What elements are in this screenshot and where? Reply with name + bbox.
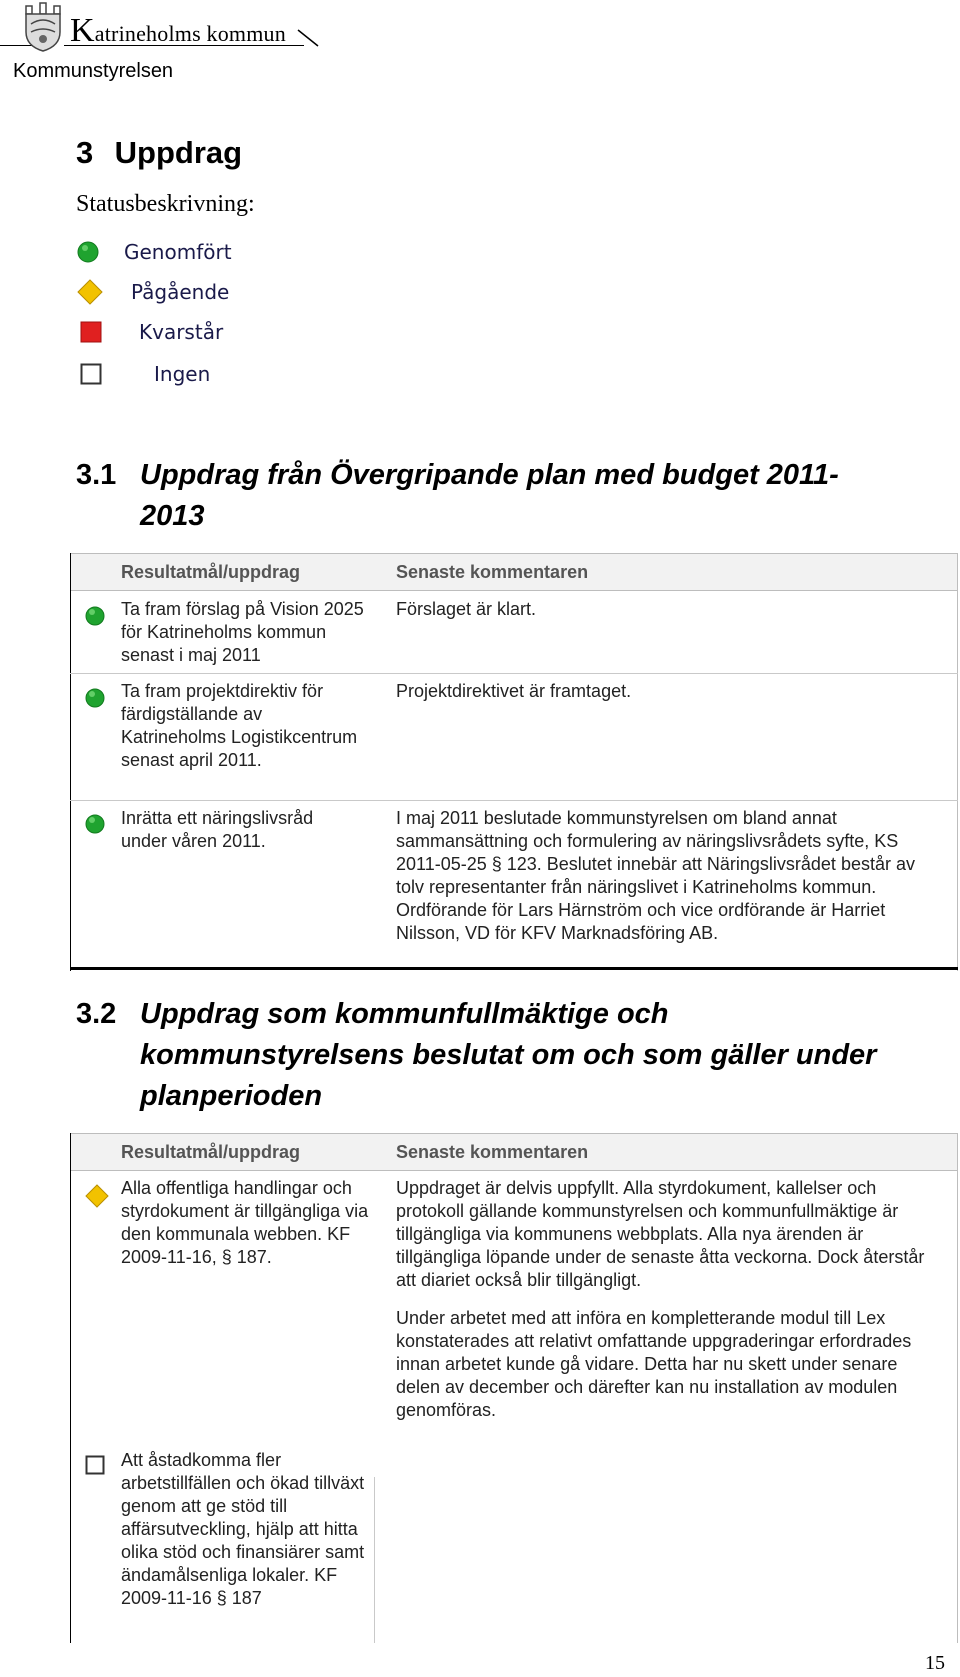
column-header-comment: Senaste kommentaren bbox=[396, 1142, 589, 1162]
status-description-title: Statusbeskrivning: bbox=[76, 191, 255, 217]
goal-cell: Alla offentliga handlingar och styrdokument är tillgängliga via den kommunala webben. KF 2009-11-16, § 187. bbox=[121, 1178, 369, 1267]
department-name: Kommunstyrelsen bbox=[13, 60, 174, 82]
legend-label: Pågående bbox=[131, 280, 230, 304]
table-right-border bbox=[957, 553, 958, 971]
comment-cell: Under arbetet med att införa en kompletterande modul till Lex konstaterades att relativt omfattande uppgraderingar erfordrades innan arbetet kunde gå vidare. Detta har nu skett under senare delen av december och därefter kan nu installation av modulen genomföras. bbox=[396, 1308, 912, 1420]
column-header-comment: Senaste kommentaren bbox=[396, 562, 589, 582]
municipality-crest-icon bbox=[22, 2, 64, 52]
table-left-border bbox=[70, 1133, 71, 1643]
legend-item-in-progress bbox=[80, 277, 229, 307]
green-circle-icon bbox=[84, 813, 106, 835]
assignments-table-3-1 bbox=[70, 553, 958, 971]
legend-item-none bbox=[80, 359, 210, 389]
comment-cell: Uppdraget är delvis uppfyllt. Alla styrdokument, kallelser och protokoll gällande kommunstyrelsen och kommunfullmäktige är tillgängliga via kommunens webbplats. Alla nya ärenden är tillgängliga löpande under de senaste åtta veckorna. Dock återstår att diariet också blir tillgängligt. bbox=[396, 1178, 925, 1290]
table-header bbox=[70, 553, 958, 591]
goal-cell: Ta fram projektdirektiv för färdigställande av Katrineholms Logistikcentrum senast april 2011. bbox=[121, 681, 358, 770]
section-3-1-heading: 3.1 Uppdrag från Övergripande plan med budget 2011- 2013 bbox=[76, 459, 839, 532]
row-separator bbox=[70, 673, 958, 674]
green-circle-icon bbox=[84, 605, 106, 627]
comment-cell: Projektdirektivet är framtaget. bbox=[396, 681, 632, 701]
municipality-name: Katrineholms kommun bbox=[70, 12, 286, 49]
green-circle-icon bbox=[84, 687, 106, 709]
legend-item-remaining bbox=[80, 317, 223, 347]
table-left-border bbox=[70, 553, 71, 971]
column-header-goal: Resultatmål/uppdrag bbox=[121, 562, 301, 582]
legend-label: Kvarstår bbox=[139, 320, 224, 344]
red-square-icon bbox=[80, 321, 102, 343]
legend-label: Genomfört bbox=[124, 240, 232, 264]
section-3-2-heading: 3.2 Uppdrag som kommunfullmäktige och kommunstyrelsens beslutat om och som gäller under planperioden bbox=[76, 998, 877, 1112]
header-slash-decoration bbox=[296, 28, 322, 48]
table-header bbox=[70, 1133, 958, 1171]
page-header bbox=[0, 0, 960, 100]
table-bottom-border bbox=[70, 967, 958, 970]
goal-cell: Ta fram förslag på Vision 2025 för Katrineholms kommun senast i maj 2011 bbox=[121, 599, 364, 665]
empty-square-icon bbox=[80, 363, 102, 385]
goal-cell: Inrätta ett näringslivsråd under våren 2011. bbox=[121, 808, 314, 851]
green-circle-icon bbox=[76, 240, 100, 264]
legend-item-completed bbox=[80, 237, 232, 267]
row-separator bbox=[70, 800, 958, 801]
page-number: 15 bbox=[925, 1652, 945, 1674]
comment-cell: Förslaget är klart. bbox=[396, 599, 537, 619]
goal-cell: Att åstadkomma fler arbetstillfällen och ökad tillväxt genom att ge stöd till affärsutveckling, hjälp att hitta olika stöd och finansiärer samt ändamålsenliga lokaler. KF 2009-11-16 § 187 bbox=[121, 1450, 365, 1608]
column-divider bbox=[374, 1477, 375, 1643]
section-3-heading: 3 Uppdrag bbox=[76, 135, 243, 170]
assignments-table-3-2 bbox=[70, 1133, 958, 1643]
table-right-border bbox=[957, 1133, 958, 1643]
legend-label: Ingen bbox=[154, 362, 211, 386]
yellow-diamond-icon bbox=[77, 279, 103, 305]
comment-cell: I maj 2011 beslutade kommunstyrelsen om bland annat sammansättning och formulering av näringslivsrådets syfte, KS 2011-05-25 § 123. Beslutet innebär att Näringslivsrådet består av tolv representanter från näringslivet i Katrineholms kommun. Ordförande för Lars Härnström och vice ordförande är Harriet Nilsson, VD för KFV Marknadsföring AB. bbox=[396, 808, 915, 943]
yellow-diamond-icon bbox=[84, 1183, 110, 1209]
column-header-goal: Resultatmål/uppdrag bbox=[121, 1142, 301, 1162]
empty-square-icon bbox=[85, 1455, 105, 1475]
